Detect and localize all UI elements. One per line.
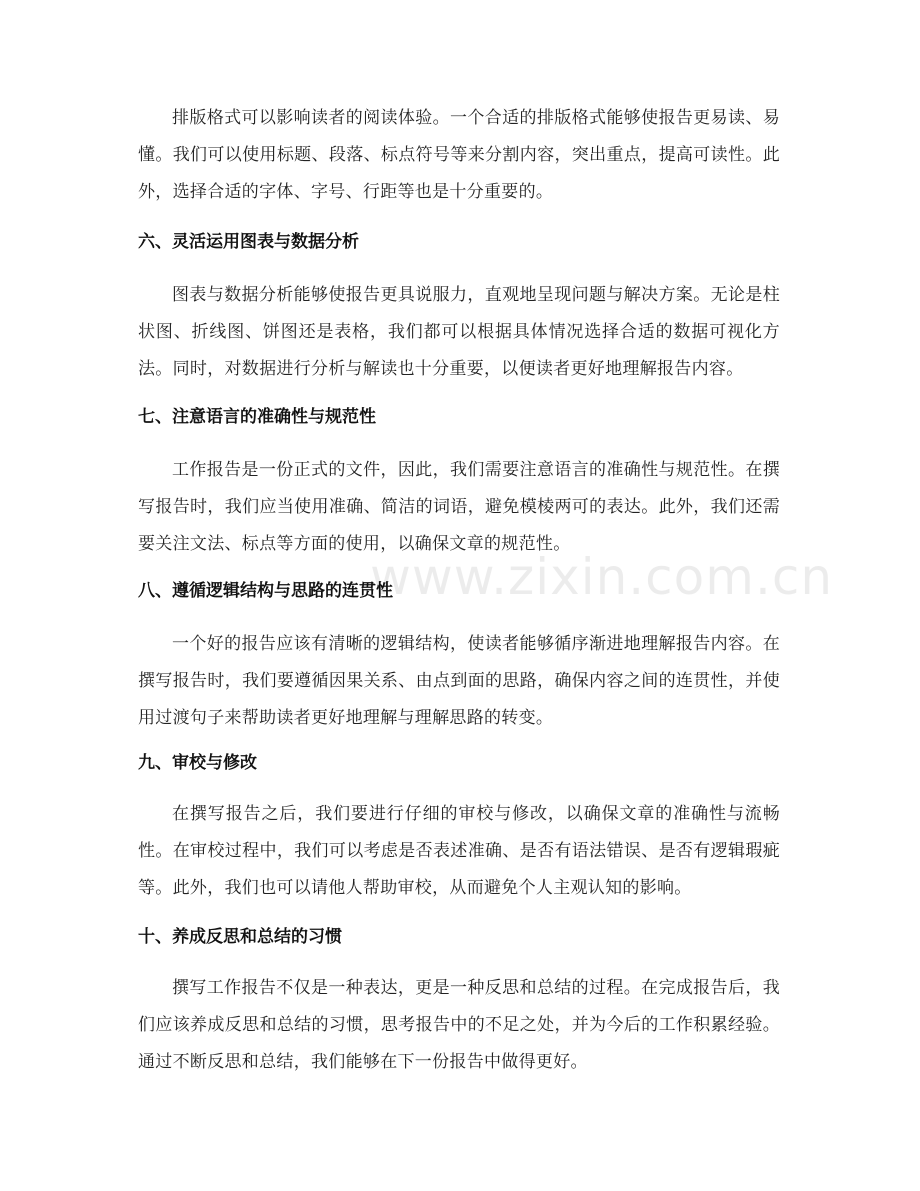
section-heading-6: 六、灵活运用图表与数据分析 — [138, 232, 359, 252]
section-block-6 — [138, 277, 780, 388]
section-block-10 — [138, 970, 780, 1081]
intro-block — [138, 100, 780, 211]
section-heading-9: 九、审校与修改 — [138, 753, 257, 773]
section-block-8 — [138, 626, 780, 737]
section-block-9 — [138, 796, 780, 907]
intro-paragraph: 排版格式可以影响读者的阅读体验。一个合适的排版格式能够使报告更易读、易懂。我们可以使用标题、段落、标点符号等来分割内容，突出重点，提高可读性。此外，选择合适的字体、字号、行距等也是十分重要的。 — [138, 108, 780, 202]
section-heading-10: 十、养成反思和总结的习惯 — [138, 927, 342, 947]
section-paragraph-7: 工作报告是一份正式的文件，因此，我们需要注意语言的准确性与规范性。在撰写报告时，我们应当使用准确、简洁的词语，避免模棱两可的表达。此外，我们还需要关注文法、标点等方面的使用，以确保文章的规范性。 — [138, 460, 780, 554]
section-paragraph-10: 撰写工作报告不仅是一种表达，更是一种反思和总结的过程。在完成报告后，我们应该养成反思和总结的习惯，思考报告中的不足之处，并为今后的工作积累经验。通过不断反思和总结，我们能够在下一份报告中做得更好。 — [138, 978, 780, 1072]
section-paragraph-9: 在撰写报告之后，我们要进行仔细的审校与修改，以确保文章的准确性与流畅性。在审校过程中，我们可以考虑是否表述准确、是否有语法错误、是否有逻辑瑕疵等。此外，我们也可以请他人帮助审校，从而避免个人主观认知的影响。 — [138, 804, 780, 898]
section-heading-7: 七、注意语言的准确性与规范性 — [138, 407, 376, 427]
section-paragraph-6: 图表与数据分析能够使报告更具说服力，直观地呈现问题与解决方案。无论是柱状图、折线图、饼图还是表格，我们都可以根据具体情况选择合适的数据可视化方法。同时，对数据进行分析与解读也十分重要，以便读者更好地理解报告内容。 — [138, 285, 780, 379]
section-block-7 — [138, 452, 780, 563]
section-paragraph-8: 一个好的报告应该有清晰的逻辑结构，使读者能够循序渐进地理解报告内容。在撰写报告时，我们要遵循因果关系、由点到面的思路，确保内容之间的连贯性，并使用过渡句子来帮助读者更好地理解与理解思路的转变。 — [138, 634, 780, 728]
watermark-text: www.zixin.com.cn — [370, 548, 834, 606]
section-heading-8: 八、遵循逻辑结构与思路的连贯性 — [138, 581, 393, 601]
